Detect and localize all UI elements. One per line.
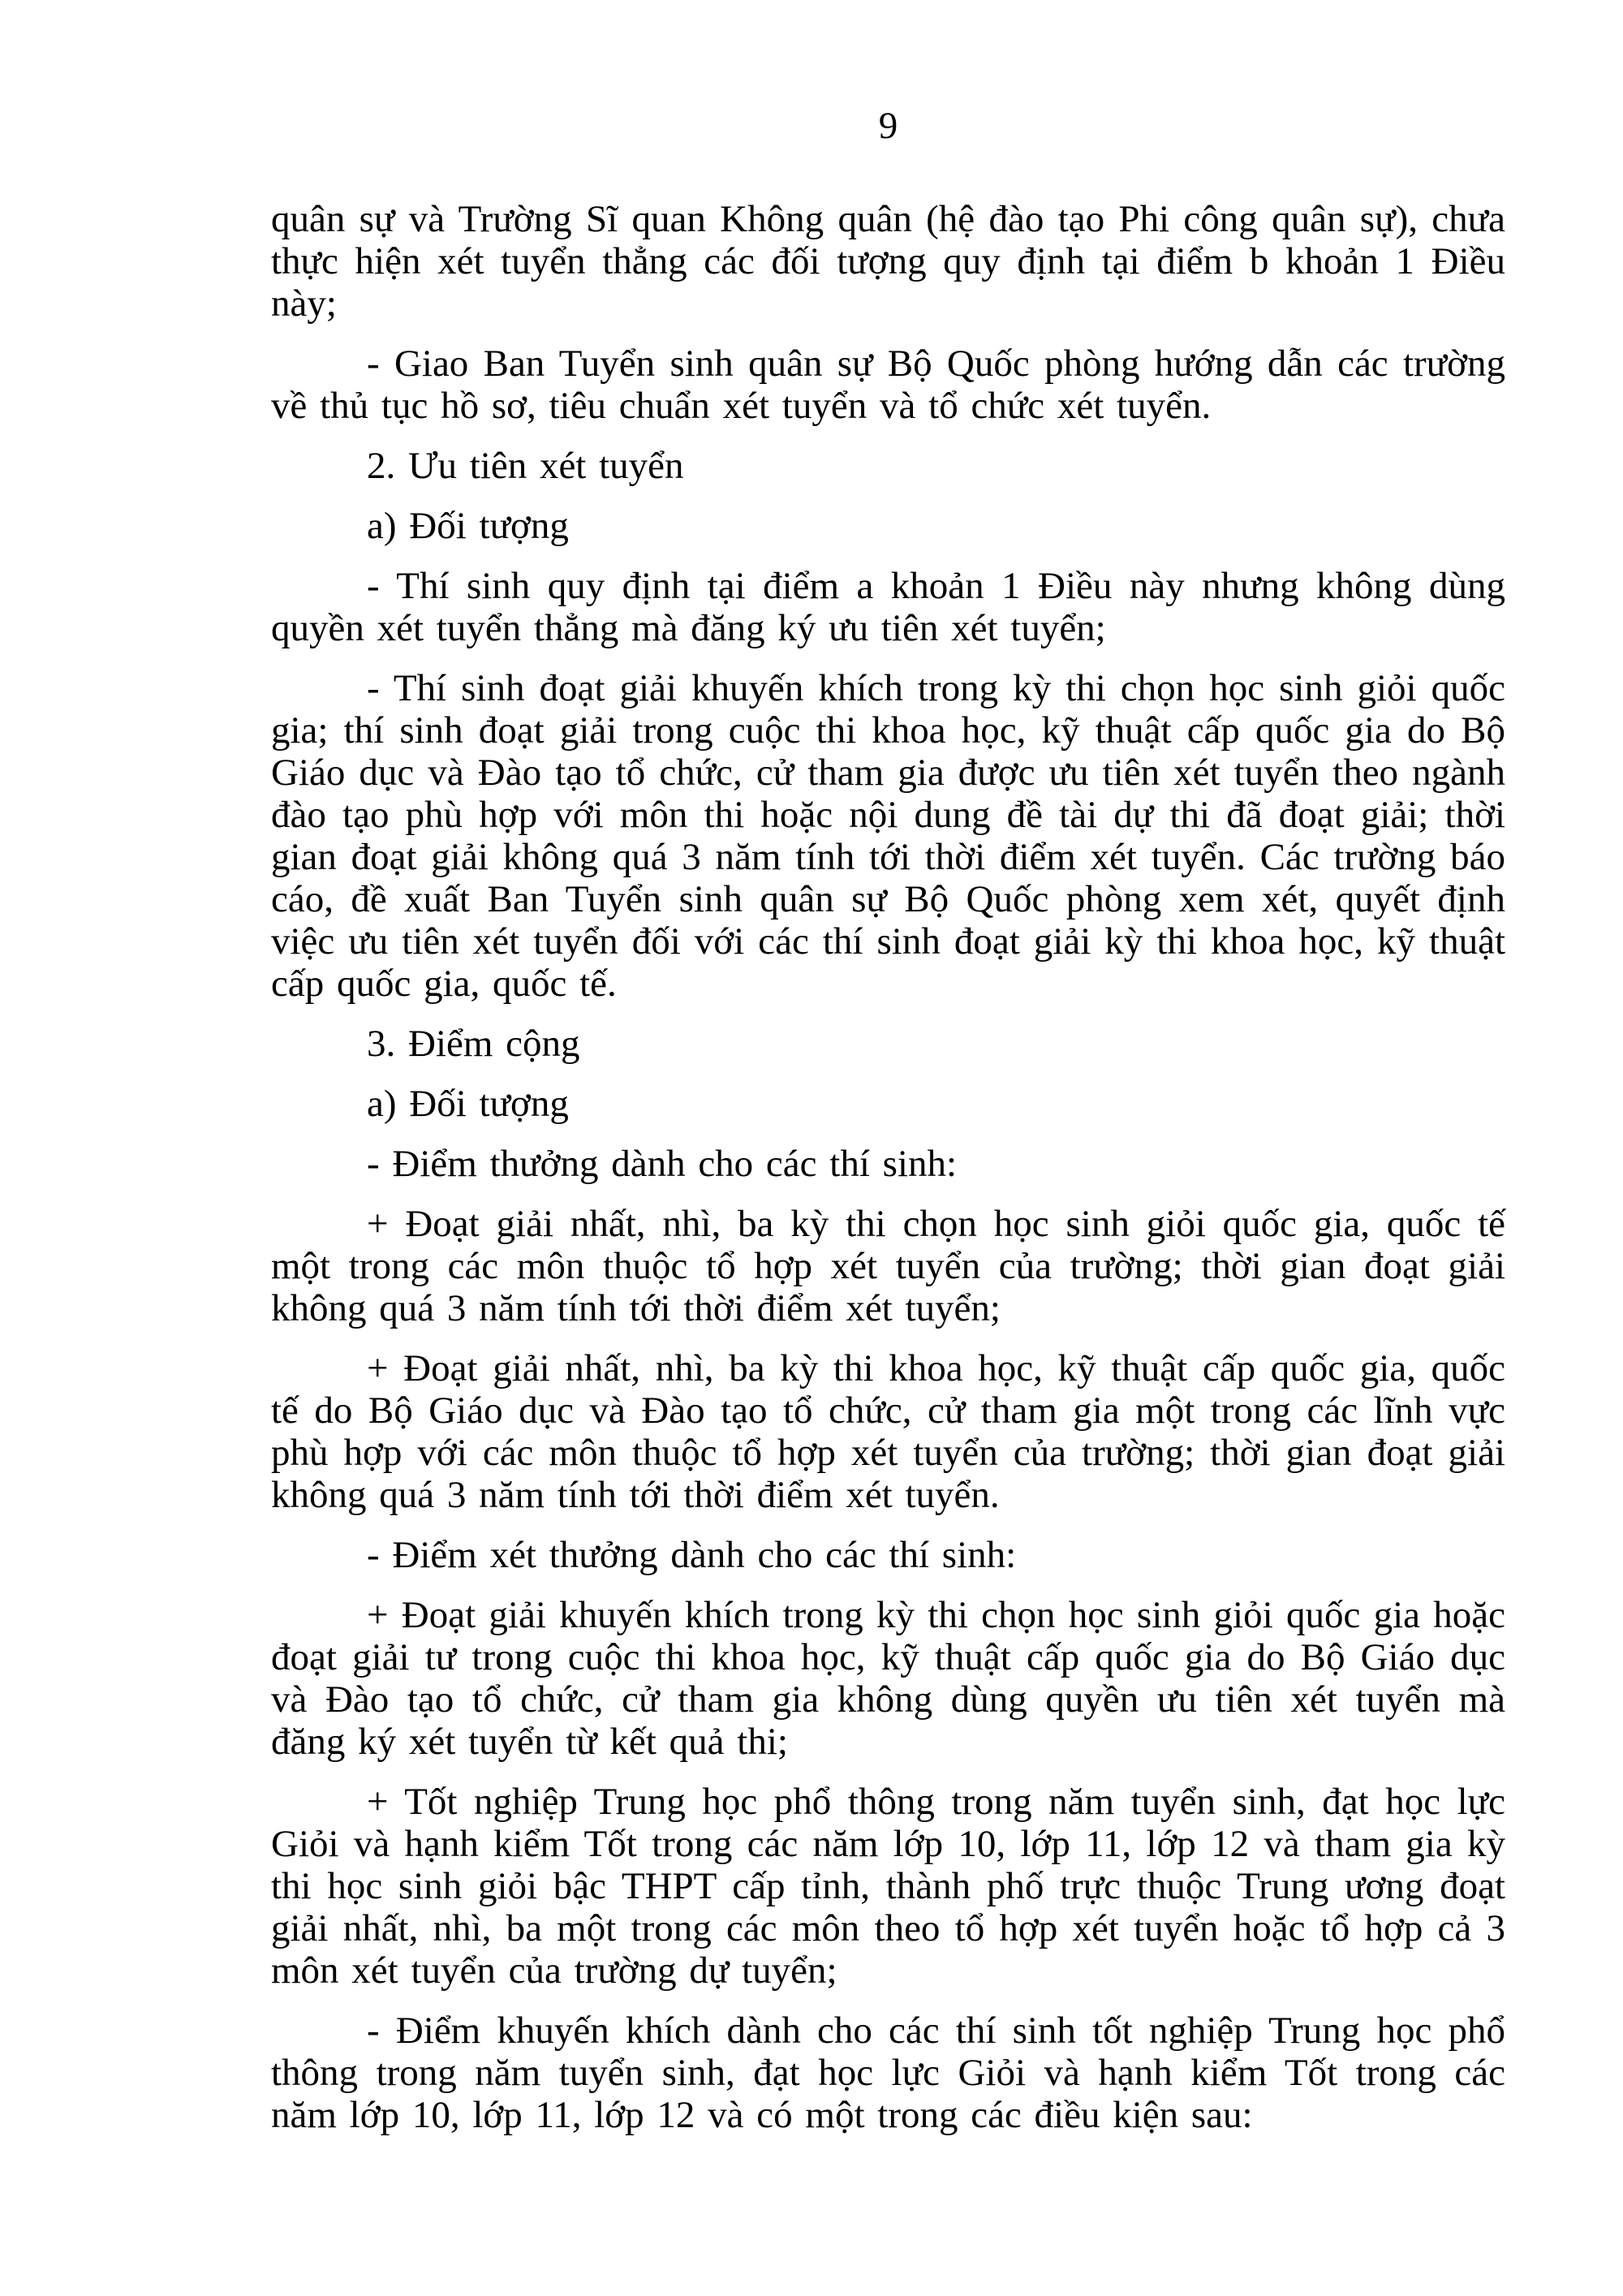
paragraph-dash-thi-sinh-1: - Thí sinh quy định tại điểm a khoản 1 Điều này nhưng không dùng quyền xét tuyển thẳng mà đăng ký ưu tiên xét tuyển; <box>271 565 1505 649</box>
paragraph-plus-doat-giai-2: + Đoạt giải nhất, nhì, ba kỳ thi khoa học, kỹ thuật cấp quốc gia, quốc tế do Bộ Giáo dục và Đào tạo tổ chức, cử tham gia một trong các lĩnh vực phù hợp với các môn thuộc tổ hợp xét tuyển của trường; thời gian đoạt giải không quá 3 năm tính tới thời điểm xét tuyển. <box>271 1347 1505 1516</box>
paragraph-plus-doat-giai-1: + Đoạt giải nhất, nhì, ba kỳ thi chọn học sinh giỏi quốc gia, quốc tế một trong các môn thuộc tổ hợp xét tuyển của trường; thời gian đoạt giải không quá 3 năm tính tới thời điểm xét tuyển; <box>271 1203 1505 1329</box>
page-number: 9 <box>878 105 898 147</box>
paragraph-dash-giao-ban: - Giao Ban Tuyển sinh quân sự Bộ Quốc phòng hướng dẫn các trường về thủ tục hồ sơ, tiêu chuẩn xét tuyển và tổ chức xét tuyển. <box>271 342 1505 427</box>
paragraph-dash-diem-xet-thuong: - Điểm xét thưởng dành cho các thí sinh: <box>367 1534 1017 1576</box>
paragraph-dash-diem-khuyen-khich: - Điểm khuyến khích dành cho các thí sinh tốt nghiệp Trung học phổ thông trong năm tuyển sinh, đạt học lực Giỏi và hạnh kiểm Tốt trong các năm lớp 10, lớp 11, lớp 12 và có một trong các điều kiện sau: <box>271 2010 1505 2136</box>
heading-item-a: a) Đối tượng <box>367 505 569 547</box>
paragraph-dash-diem-thuong: - Điểm thưởng dành cho các thí sinh: <box>367 1143 958 1185</box>
heading-section-3: 3. Điểm cộng <box>367 1023 580 1065</box>
paragraph-plus-doat-giai-khuyen-khich: + Đoạt giải khuyến khích trong kỳ thi chọn học sinh giỏi quốc gia hoặc đoạt giải tư trong cuộc thi khoa học, kỹ thuật cấp quốc gia do Bộ Giáo dục và Đào tạo tổ chức, cử tham gia không dùng quyền ưu tiên xét tuyển mà đăng ký xét tuyển từ kết quả thi; <box>271 1594 1505 1763</box>
paragraph-continuation: quân sự và Trường Sĩ quan Không quân (hệ đào tạo Phi công quân sự), chưa thực hiện xét tuyển thẳng các đối tượng quy định tại điểm b khoản 1 Điều này; <box>271 198 1505 325</box>
heading-section-2: 2. Ưu tiên xét tuyển <box>367 445 684 487</box>
paragraph-dash-thi-sinh-2: - Thí sinh đoạt giải khuyến khích trong kỳ thi chọn học sinh giỏi quốc gia; thí sinh đoạt giải trong cuộc thi khoa học, kỹ thuật cấp quốc gia do Bộ Giáo dục và Đào tạo tổ chức, cử tham gia được ưu tiên xét tuyển theo ngành đào tạo phù hợp với môn thi hoặc nội dung đề tài dự thi đã đoạt giải; thời gian đoạt giải không quá 3 năm tính tới thời điểm xét tuyển. Các trường báo cáo, đề xuất Ban Tuyển sinh quân sự Bộ Quốc phòng xem xét, quyết định việc ưu tiên xét tuyển đối với các thí sinh đoạt giải kỳ thi khoa học, kỹ thuật cấp quốc gia, quốc tế. <box>271 667 1505 1005</box>
heading-item-a-2: a) Đối tượng <box>367 1083 569 1125</box>
paragraph-plus-tot-nghiep: + Tốt nghiệp Trung học phổ thông trong năm tuyển sinh, đạt học lực Giỏi và hạnh kiểm Tốt trong các năm lớp 10, lớp 11, lớp 12 và tham gia kỳ thi học sinh giỏi bậc THPT cấp tỉnh, thành phố trực thuộc Trung ương đoạt giải nhất, nhì, ba một trong các môn theo tổ hợp xét tuyển hoặc tổ hợp cả 3 môn xét tuyển của trường dự tuyển; <box>271 1781 1505 1992</box>
